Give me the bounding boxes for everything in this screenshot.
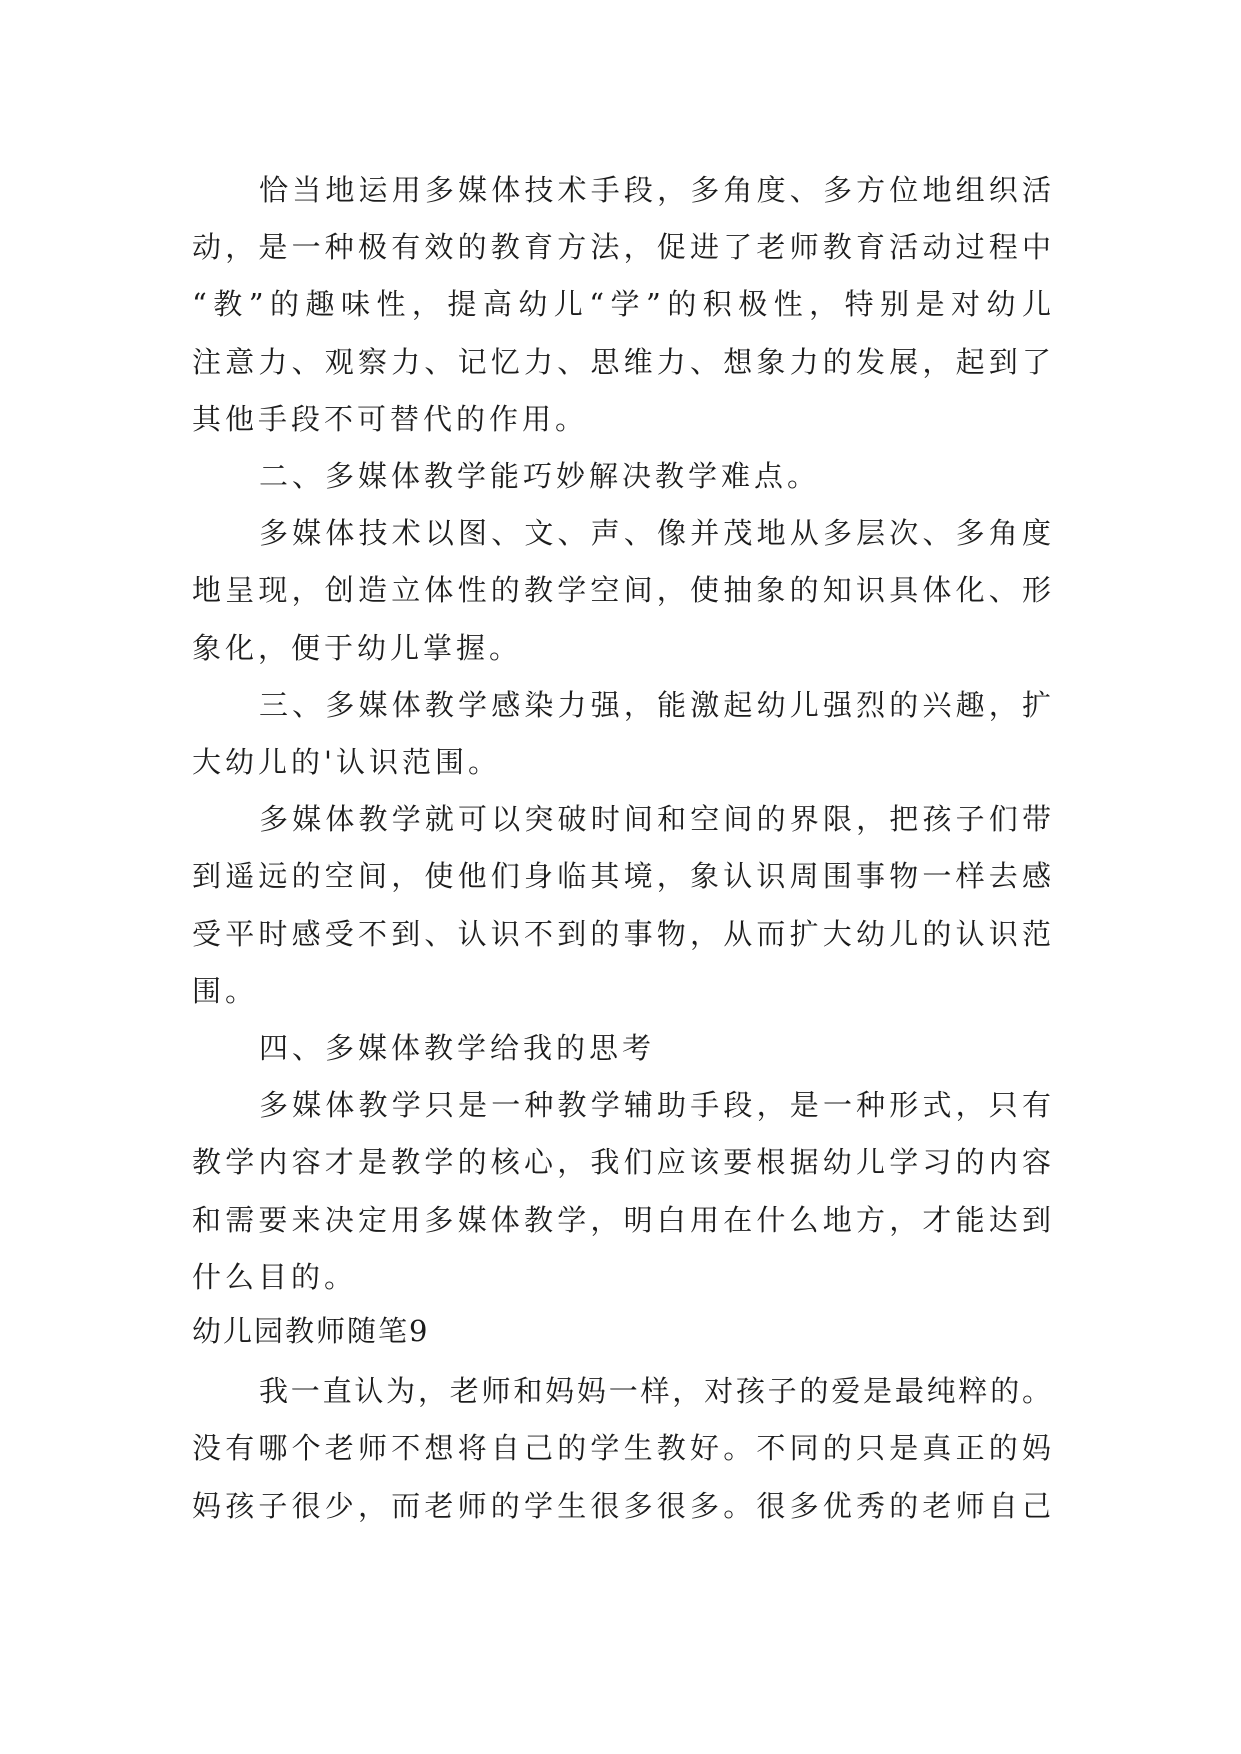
text-line: 什么目的。 bbox=[192, 1259, 358, 1294]
text-line: 象化，便于幼儿掌握。 bbox=[192, 630, 523, 665]
text-line: 地呈现，创造立体性的教学空间，使抽象的知识具体化、形 bbox=[192, 573, 1051, 608]
text-line: 没有哪个老师不想将自己的学生教好。不同的只是真正的妈 bbox=[192, 1431, 1051, 1466]
text-line: 其他手段不可替代的作用。 bbox=[192, 401, 589, 436]
text-line: 围。 bbox=[192, 973, 259, 1008]
section-heading: 幼儿园教师随笔9 bbox=[192, 1314, 430, 1348]
text-line: 动，是一种极有效的教育方法，促进了老师教育活动过程中 bbox=[192, 230, 1051, 265]
text-line: 多媒体教学只是一种教学辅助手段，是一种形式，只有 bbox=[259, 1088, 1051, 1123]
text-line: 二、多媒体教学能巧妙解决教学难点。 bbox=[259, 459, 821, 493]
text-line: 妈孩子很少，而老师的学生很多很多。很多优秀的老师自己 bbox=[192, 1488, 1051, 1523]
text-line: 四、多媒体教学给我的思考 bbox=[259, 1031, 656, 1065]
text-line: 多媒体技术以图、文、声、像并茂地从多层次、多角度 bbox=[259, 516, 1051, 551]
text-line: “教”的趣味性，提高幼儿“学”的积极性，特别是对幼儿 bbox=[192, 287, 1051, 322]
text-line: 到遥远的空间，使他们身临其境，象认识周围事物一样去感 bbox=[192, 859, 1051, 894]
text-line: 受平时感受不到、认识不到的事物，从而扩大幼儿的认识范 bbox=[192, 916, 1051, 951]
text-line: 恰当地运用多媒体技术手段，多角度、多方位地组织活 bbox=[259, 173, 1051, 207]
text-line: 多媒体教学就可以突破时间和空间的界限，把孩子们带 bbox=[259, 802, 1051, 837]
text-line: 大幼儿的'认识范围。 bbox=[192, 745, 501, 779]
text-line: 我一直认为，老师和妈妈一样，对孩子的爱是最纯粹的。 bbox=[259, 1374, 1051, 1409]
text-line: 注意力、观察力、记忆力、思维力、想象力的发展，起到了 bbox=[192, 344, 1051, 379]
text-line: 和需要来决定用多媒体教学，明白用在什么地方，才能达到 bbox=[192, 1202, 1051, 1237]
text-line: 三、多媒体教学感染力强，能激起幼儿强烈的兴趣，扩 bbox=[259, 687, 1051, 722]
text-line: 教学内容才是教学的核心，我们应该要根据幼儿学习的内容 bbox=[192, 1145, 1051, 1180]
